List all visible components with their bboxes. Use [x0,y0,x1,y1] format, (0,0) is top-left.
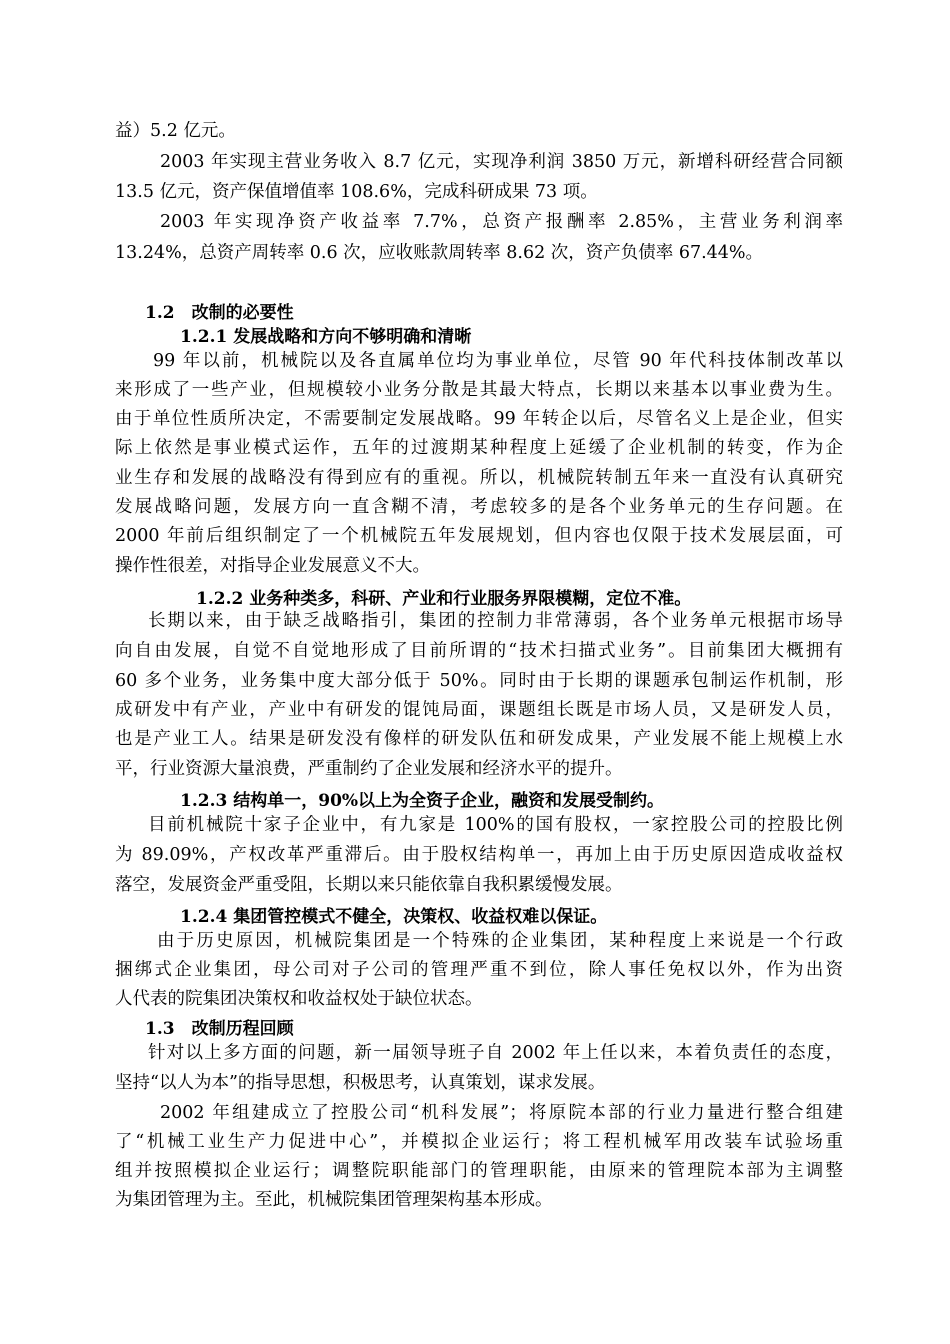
paragraph-line: 2003 年实现主营业务收入 8.7 亿元，实现净利润 3850 万元，新增科研经营合同额 [160,152,843,172]
subsection-heading: 1.2.4 集团管控模式不健全，决策权、收益权难以保证。 [180,907,608,927]
paragraph-line: 落空，发展资金严重受阻，长期以来只能依靠自我积累缓慢发展。 [115,875,623,895]
paragraph-line: 为集团管理为主。至此，机械院集团管理架构基本形成。 [115,1190,553,1210]
paragraph-line: 2002 年组建成立了控股公司“机科发展”；将原院本部的行业力量进行整合组建 [160,1103,843,1123]
paragraph-line: 向自由发展，自觉不自觉地形成了目前所谓的“技术扫描式业务”。目前集团大概拥有 [115,641,843,661]
paragraph-line: 际上依然是事业模式运作，五年的过渡期某种程度上延缓了企业机制的转变，作为企 [115,438,843,458]
paragraph-line: 业生存和发展的战略没有得到应有的重视。所以，机械院转制五年来一直没有认真研究 [115,468,843,488]
paragraph-line: 13.5 亿元，资产保值增值率 108.6%，完成科研成果 73 项。 [115,182,598,202]
section-heading: 1.2 改制的必要性 [145,303,294,323]
section-heading: 1.3 改制历程回顾 [145,1019,294,1039]
paragraph-line: 由于单位性质所决定，不需要制定发展战略。99 年转企以后，尽管名义上是企业，但实 [115,409,843,429]
paragraph-line: 坚持“以人为本”的指导思想，积极思考，认真策划，谋求发展。 [115,1073,606,1093]
paragraph-line: 2003 年实现净资产收益率 7.7%，总资产报酬率 2.85%，主营业务利润率 [160,212,843,232]
paragraph-line: 发展战略问题，发展方向一直含糊不清，考虑较多的是各个业务单元的生存问题。在 [115,497,843,517]
paragraph-line: 60 多个业务，业务集中度大部分低于 50%。同时由于长期的课题承包制运作机制，形 [115,671,843,691]
paragraph-line: 13.24%，总资产周转率 0.6 次，应收账款周转率 8.62 次，资产负债率 67.44%。 [115,243,764,263]
subsection-heading: 1.2.1 发展战略和方向不够明确和清晰 [180,327,472,347]
paragraph-line: 平，行业资源大量浪费，严重制约了企业发展和经济水平的提升。 [115,759,623,779]
subsection-heading: 1.2.3 结构单一，90%以上为全资子企业，融资和发展受制约。 [180,791,665,811]
paragraph-line: 捆绑式企业集团，母公司对子公司的管理严重不到位，除人事任免权以外，作为出资 [115,960,843,980]
paragraph-line: 长期以来，由于缺乏战略指引，集团的控制力非常薄弱，各个业务单元根据市场导 [148,611,843,631]
paragraph-line: 2000 年前后组织制定了一个机械院五年发展规划，但内容也仅限于技术发展层面，可 [115,526,843,546]
subsection-heading: 1.2.2 业务种类多，科研、产业和行业服务界限模糊，定位不准。 [196,589,692,609]
paragraph-line: 了“机械工业生产力促进中心”，并模拟企业运行；将工程机械军用改装车试验场重 [115,1132,843,1152]
paragraph-line: 也是产业工人。结果是研发没有像样的研发队伍和研发成果，产业发展不能上规模上水 [115,729,843,749]
paragraph-line: 目前机械院十家子企业中，有九家是 100%的国有股权，一家控股公司的控股比例 [148,815,843,835]
paragraph-line: 为 89.09%，产权改革严重滞后。由于股权结构单一，再加上由于历史原因造成收益权 [115,845,843,865]
paragraph-line: 由于历史原因，机械院集团是一个特殊的企业集团，某种程度上来说是一个行政 [157,931,843,951]
paragraph-line: 组并按照模拟企业运行；调整院职能部门的管理职能，由原来的管理院本部为主调整 [115,1161,843,1181]
paragraph-line: 益）5.2 亿元。 [115,121,236,141]
paragraph-line: 99 年以前，机械院以及各直属单位均为事业单位，尽管 90 年代科技体制改革以 [153,351,843,371]
paragraph-line: 针对以上多方面的问题，新一届领导班子自 2002 年上任以来，本着负责任的态度， [148,1043,843,1063]
paragraph-line: 来形成了一些产业，但规模较小业务分散是其最大特点，长期以来基本以事业费为生。 [115,380,843,400]
paragraph-line: 人代表的院集团决策权和收益权处于缺位状态。 [115,989,483,1009]
paragraph-line: 操作性很差，对指导企业发展意义不大。 [115,556,430,576]
paragraph-line: 成研发中有产业，产业中有研发的馄饨局面，课题组长既是市场人员，又是研发人员， [115,700,843,720]
